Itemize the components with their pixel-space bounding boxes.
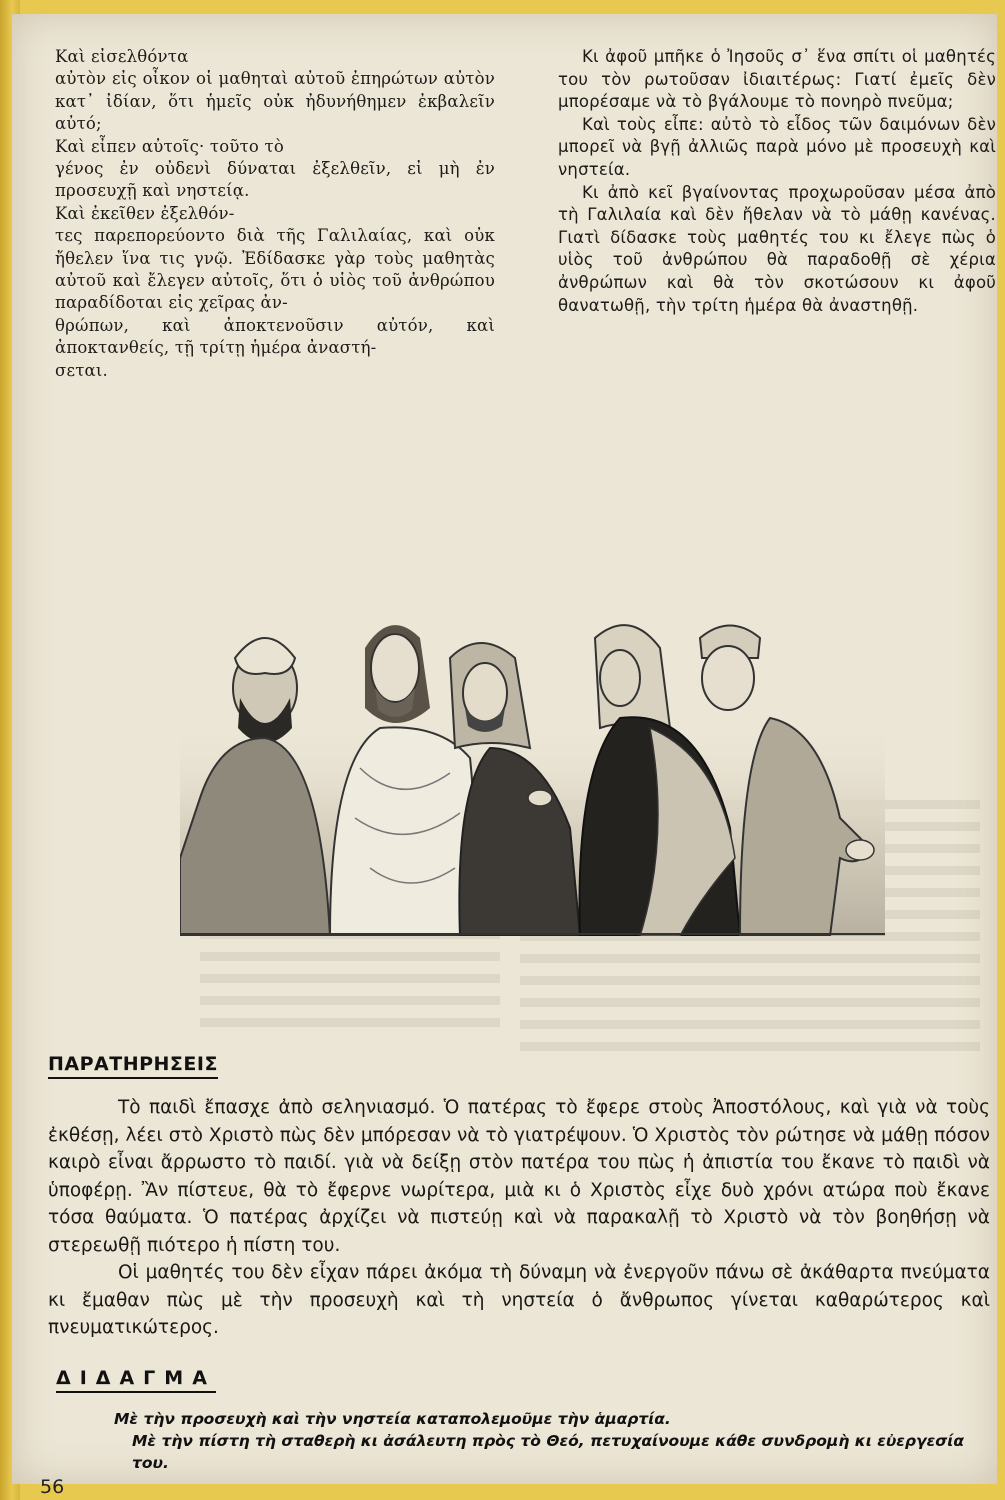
notes-heading: ΠΑΡΑΤΗΡΗΣΕΙΣ — [48, 1053, 218, 1079]
right-paragraph: Κι ἀπὸ κεῖ βγαίνοντας προχωροῦσαν μέσα ἀπὸ τὴ Γαλιλαία καὶ δὲν ἤθελαν νὰ τὸ μάθῃ κανένας. Γιατὶ δίδασκε τοὺς μαθητές του κι ἔλεγε πὼς ὁ υἱὸς τοῦ ἀνθρώπου θὰ παραδοθῇ σὲ χέρια ἀνθρώπων καὶ θὰ τὸν σκοτώσουν κι ἀφοῦ θανατωθῇ, τὴν τρίτη ἡμέρα θὰ ἀναστηθῇ. — [558, 182, 996, 315]
lesson-body — [56, 1408, 991, 1474]
left-paragraph: Καὶ εἰσελθόντα αὐτὸν εἰς οἶκον οἱ μαθηταὶ αὐτοῦ ἐπηρώτων αὐτὸν κατ᾽ ἰδίαν, ὅτι ἡμεῖς οὐκ ἠδυνήθημεν ἐκβαλεῖν αὐτό; — [55, 47, 495, 134]
lesson-line: Μὲ τὴν προσευχὴ καὶ τὴν νηστεία καταπολεμοῦμε τὴν ἁμαρτία. — [114, 1410, 671, 1428]
notes-paragraph: Οἱ μαθητές του δὲν εἶχαν πάρει ἀκόμα τὴ δύναμη νὰ ἐνεργοῦν πάνω σὲ ἀκάθαρτα πνεύματα κι ἔμαθαν πὼς μὲ τὴν προσευχὴ καὶ τὴ νηστεία ὁ ἄνθρωπος γίνεται καθαρώτερος καὶ πνευματικώτερος. — [48, 1262, 990, 1338]
lesson-line: Μὲ τὴν πίστη τὴ σταθερὴ κι ἀσάλευτη πρὸς τὸ Θεό, πετυχαίνουμε κάθε συνδρομὴ κι εὐεργεσία του. — [132, 1432, 964, 1472]
left-paragraph: Καὶ εἶπεν αὐτοῖς· τοῦτο τὸ γένος ἐν οὐδενὶ δύναται ἐξελθεῖν, εἰ μὴ ἐν προσευχῇ καὶ νηστείᾳ. — [55, 136, 495, 201]
right-paragraph: Κι ἀφοῦ μπῆκε ὁ Ἰησοῦς σ᾽ ἕνα σπίτι οἱ μαθητές του τὸν ρωτοῦσαν ἰδιαιτέρως: Γιατί ἐμεῖς δὲν μπορέσαμε νὰ τὸ βγάλουμε τὸ πονηρὸ πνεῦμα; — [558, 47, 996, 112]
notes-paragraph: Τὸ παιδὶ ἔπασχε ἀπὸ σεληνιασμό. Ὁ πατέρας τὸ ἔφερε στοὺς Ἀποστόλους, καὶ γιὰ νὰ τοὺς ἐκθέσῃ, λέει στὸ Χριστὸ πὼς δὲν μπόρεσαν νὰ τὸ γιατρέψουν. Ὁ Χριστὸς τὸν ρώτησε νὰ μάθῃ πόσον καιρὸ εἶναι ἄρρωστο τὸ παιδί. γιὰ νὰ δείξῃ στὸν πατέρα του πὼς ἡ ἀπιστία του ἔκανε τὸ παιδὶ νὰ ὑποφέρῃ. Ἂν πίστευε, θὰ τὸ ἔφερνε νωρίτερα, μιὰ κι ὁ Χριστὸς εἶχε δυὸ χρόνι ατώρα ποὺ ἔκανε τόσα θαύματα. Ὁ πατέρας ἀρχίζει νὰ πιστεύῃ καὶ νὰ παρακαλῇ τὸ Χριστὸ νὰ τὸν βοηθήσῃ νὰ στερεωθῇ πιότερο ἡ πίστη του. — [48, 1097, 990, 1256]
page-number: 56 — [40, 1476, 65, 1498]
ancient-greek-column — [55, 46, 495, 382]
notes-body — [48, 1094, 990, 1342]
christ-and-disciples-illustration — [180, 598, 885, 936]
lesson-heading: ΔΙΔΑΓΜΑ — [56, 1367, 216, 1393]
show-through-texture-left — [200, 930, 500, 1040]
modern-greek-column — [558, 46, 996, 317]
left-paragraph: Καὶ ἐκεῖθεν ἐξελθόν- τες παρεπορεύοντο διὰ τῆς Γαλιλαίας, καὶ οὐκ ἤθελεν ἵνα τις γνῷ. Ἐδίδασκε γὰρ τοὺς μαθητὰς αὐτοῦ καὶ ἔλεγεν αὐτοῖς, ὅτι ὁ υἱὸς τοῦ ἀνθρώπου παραδίδοται εἰς χεῖρας ἀν- θρώπων, καὶ ἀποκτενοῦσιν αὐτόν, καὶ ἀποκτανθείς, τῇ τρίτῃ ἡμέρα ἀναστή- σεται. — [55, 203, 495, 380]
right-paragraph: Καὶ τοὺς εἶπε: αὐτὸ τὸ εἶδος τῶν δαιμόνων δὲν μπορεῖ νὰ βγῇ ἀλλιῶς παρὰ μόνο μὲ προσευχὴ καὶ νηστεία. — [558, 114, 996, 179]
